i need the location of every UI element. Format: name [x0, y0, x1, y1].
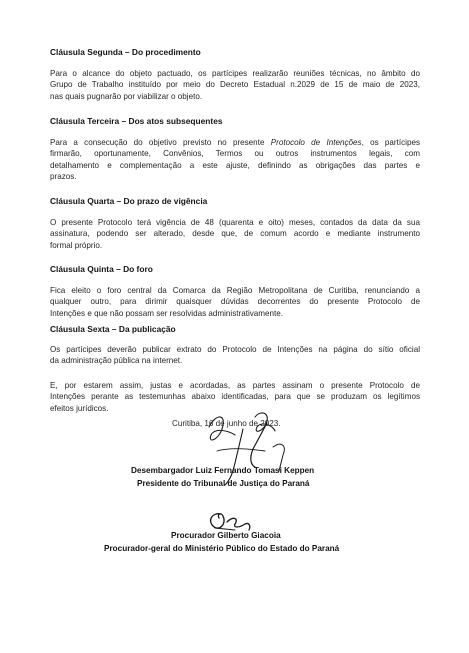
- clause-3-heading: Cláusula Terceira – Dos atos subsequentes: [50, 116, 223, 126]
- clause-2-line-2: Grupo de Trabalho instituído por meio do Decreto Estadual n.2029 de 15 de maio de 2023,: [50, 80, 420, 90]
- clause-3-line-1-start: Para a consecução do objetivo previsto no presente: [50, 138, 271, 147]
- clause-3-body: [50, 137, 420, 183]
- clause-6-line-2: da administração pública na internet.: [50, 356, 183, 366]
- clause-3-line-2: firmarão, oportunamente, Convênios, Termos ou outros instrumentos legais, com: [50, 149, 420, 159]
- clause-4-heading: Cláusula Quarta – Do prazo de vigência: [50, 196, 208, 206]
- clause-2-line-3: nas quais pugnarão por viabilizar o objeto.: [50, 91, 203, 101]
- clause-5-heading: Cláusula Quinta – Do foro: [50, 264, 153, 274]
- clause-5-line-1: Fica eleito o foro central da Comarca da Região Metropolitana de Curitiba, renunciando a: [50, 286, 420, 295]
- closing-line-2: Intenções perante as testemunhas abaixo identificadas, para que se produzam os legítimos: [50, 392, 420, 402]
- closing-line-3: efeitos jurídicos.: [50, 403, 109, 413]
- clause-5-line-3: Intenções e que não possam ser resolvidas administrativamente.: [50, 308, 284, 318]
- clause-4-line-1: O presente Protocolo terá vigência de 48 (quarenta e oito) meses, contados da data da sua: [50, 218, 420, 227]
- signatory-1-role: Presidente do Tribunal de Justiça do Paraná: [137, 479, 310, 488]
- clause-6-line-1: Os partícipes deverão publicar extrato do Protocolo de Intenções na página do sítio oficial: [50, 345, 420, 354]
- clause-3-italic-term: Protocolo de Intenções: [270, 138, 362, 147]
- clause-3-line-4: prazos.: [50, 172, 77, 182]
- clause-4-line-3: formal próprio.: [50, 240, 103, 250]
- clause-6-heading: Cláusula Sexta – Da publicação: [50, 324, 176, 334]
- closing-line-1: E, por estarem assim, justas e acordadas, as partes assinam o presente Protocolo de: [50, 381, 420, 390]
- clause-5-line-2: qualquer outro, para dirimir quaisquer dúvidas decorrentes do presente Protocolo de: [50, 297, 420, 307]
- clause-4-line-2: assinatura, podendo ser alterado, desde que, de comum acordo e mediante instrumento: [50, 229, 420, 239]
- clause-3-line-1-end: , os partícipes: [361, 138, 420, 147]
- signatory-1-name: Desembargador Luiz Fernando Tomasi Keppen: [131, 466, 315, 475]
- clause-2-body: [50, 68, 420, 102]
- signatory-2-name: Procurador Gilberto Giacoia: [171, 531, 281, 540]
- clause-3-line-3: detalhamento e complementação a este ajuste, definindo as obrigações das partes e: [50, 160, 420, 170]
- clause-5-body: [50, 285, 420, 319]
- date-line: Curitiba, 16 de junho de 2023.: [172, 419, 281, 428]
- clause-3-line-1: [50, 137, 420, 148]
- clause-2-heading: Cláusula Segunda – Do procedimento: [50, 47, 201, 57]
- signatory-2-title: Procurador-geral do Ministério Público do Estado do Paraná: [104, 544, 340, 553]
- clause-2-line-1: Para o alcance do objeto pactuado, os partícipes realizarão reuniões técnicas, no âmbito do: [50, 69, 420, 78]
- clause-4-body: [50, 217, 420, 251]
- clause-6-body: [50, 344, 420, 367]
